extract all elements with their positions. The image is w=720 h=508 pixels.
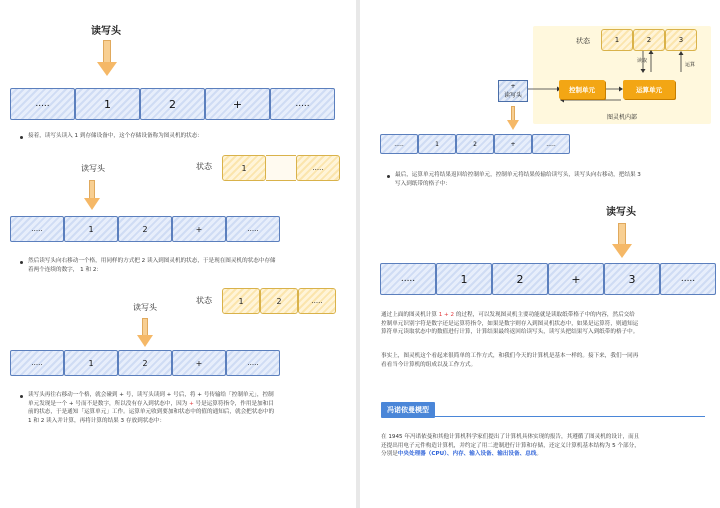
paragraph: 通过上面的图灵机计算 1 + 2 的过程，可以发现图灵机主要功能就是读取纸带格子中的内容，然后交给 控制单元识别字符是数字还是运算符指令，如果是数字则存入到图灵机状态中，如果是运算符，则通知运 算符单元读取状态中的数值进行计算，计算结果最终返回给读写头，读写头把结果写入到纸带的格子中。 bbox=[381, 312, 639, 336]
tape-cell: ..... bbox=[10, 88, 75, 120]
state-label: 状态 bbox=[576, 37, 590, 45]
state-cell: 1 bbox=[222, 288, 260, 314]
read-write-head-box: + 读写头 bbox=[498, 80, 528, 102]
tape-cell: ..... bbox=[380, 134, 418, 154]
state-gap bbox=[266, 155, 296, 181]
tape-1 bbox=[10, 88, 335, 120]
tape-cell: + bbox=[172, 216, 226, 242]
tape-cell: ..... bbox=[660, 263, 716, 295]
state-cell: 2 bbox=[260, 288, 298, 314]
state-label: 状态 bbox=[196, 296, 212, 305]
state-label: 状态 bbox=[196, 162, 212, 171]
page-divider bbox=[356, 0, 360, 508]
state-cell: 1 bbox=[222, 155, 266, 181]
tape-cell: 2 bbox=[118, 216, 172, 242]
read-write-head-label: 读写头 bbox=[91, 26, 121, 37]
state-cell: ..... bbox=[296, 155, 340, 181]
tape-cell: ..... bbox=[226, 350, 280, 376]
bullet bbox=[20, 136, 23, 139]
paragraph: 最后，运算单元将结果返回给控制单元，控制单元将结果传输给读写头，读写头向右移动，把结果 3 写入到纸带的格子中： bbox=[395, 172, 641, 187]
tape-cell: 2 bbox=[140, 88, 205, 120]
read-write-head-label: 读写头 bbox=[606, 207, 636, 218]
tape-cell: + bbox=[548, 263, 604, 295]
inner-caption: 图灵机内部 bbox=[607, 114, 638, 121]
down-arrow-icon bbox=[84, 180, 100, 211]
bullet bbox=[387, 175, 390, 178]
paragraph: 然后读写头向右移动一个格，用同样的方式把 2 读入到图灵机的状态，于是现在图灵机的状态中存储 着两个连续的数字， 1 和 2： bbox=[28, 258, 276, 273]
paragraph: 读写头再往右移动一个格，就会碰到 + 号，读写头读到 + 号后，将 + 号传输给「控制单元」，控制 单元发现是一个 + 号而不是数字，所以没有存入到状态中，因为 + 号是运算符指令，作用是加和目 前的状态，于是通知「运算单元」工作。运算单元收到要加和状态中的值的通知后，就会把状态中的 1 和 2 读入并计算，再将计算的结果 3 存放到状态中： bbox=[28, 392, 275, 424]
alu-unit: 运算单元 bbox=[623, 80, 675, 99]
compute-label: 运算 bbox=[685, 62, 696, 68]
bullet bbox=[20, 261, 23, 264]
read-write-head-label: 读写头 bbox=[81, 164, 105, 173]
tape-cell: 2 bbox=[118, 350, 172, 376]
paragraph: 在 1945 年冯诺依曼和其他计算机科学家们提出了计算机具体实现的报告，其遵循了图灵机的设计，而且 还提出用电子元件构造计算机，并约定了用二进制进行计算和存储，还定义计算机基本结构为 5 个部分， 分别是中央处理器（CPU）、内存、输入设备、输出设备、总线。 bbox=[381, 434, 640, 458]
tape-cell: 2 bbox=[492, 263, 548, 295]
read-write-head-label: 读写头 bbox=[133, 303, 157, 312]
down-arrow-icon bbox=[612, 223, 632, 259]
tape-3 bbox=[10, 350, 280, 376]
control-unit: 控制单元 bbox=[559, 80, 605, 99]
tape-cell: ..... bbox=[380, 263, 436, 295]
state-cell: ..... bbox=[298, 288, 336, 314]
diagram-tape bbox=[380, 134, 570, 154]
right-page bbox=[361, 0, 720, 508]
tape-cell: ..... bbox=[270, 88, 335, 120]
down-arrow-icon bbox=[507, 106, 519, 131]
left-page bbox=[0, 0, 355, 508]
tape-cell: ..... bbox=[532, 134, 570, 154]
section-underline bbox=[381, 416, 705, 417]
tape-cell: ..... bbox=[226, 216, 280, 242]
state-cell: 3 bbox=[665, 29, 697, 51]
tape-cell: 1 bbox=[436, 263, 492, 295]
tape-cell: + bbox=[205, 88, 270, 120]
down-arrow-icon bbox=[137, 318, 153, 348]
tape-result bbox=[380, 263, 716, 295]
tape-cell: 1 bbox=[418, 134, 456, 154]
tape-cell: + bbox=[494, 134, 532, 154]
state-cell: 1 bbox=[601, 29, 633, 51]
tape-cell: ..... bbox=[10, 216, 64, 242]
down-arrow-icon bbox=[97, 40, 117, 77]
paragraph: 接着，读写头读入 1 到存储设备中，这个存储设备称为图灵机的状态： bbox=[28, 133, 203, 139]
tape-2 bbox=[10, 216, 280, 242]
state-cell: 2 bbox=[633, 29, 665, 51]
section-title: 冯诺依曼模型 bbox=[381, 402, 435, 418]
paragraph: 事实上，图灵机这个看起来很简单的工作方式，和我们今天的计算机是基本一样的。接下来，我们一同再 看看当今计算机的组成以及工作方式。 bbox=[381, 353, 639, 368]
diagram-connectors bbox=[491, 20, 716, 130]
tape-cell: + bbox=[172, 350, 226, 376]
tape-cell: 1 bbox=[64, 216, 118, 242]
read-label: 读取 bbox=[637, 58, 648, 64]
tape-cell: 1 bbox=[75, 88, 140, 120]
tape-cell: 1 bbox=[64, 350, 118, 376]
bullet bbox=[20, 395, 23, 398]
tape-cell: 3 bbox=[604, 263, 660, 295]
tape-cell: ..... bbox=[10, 350, 64, 376]
tape-cell: 2 bbox=[456, 134, 494, 154]
